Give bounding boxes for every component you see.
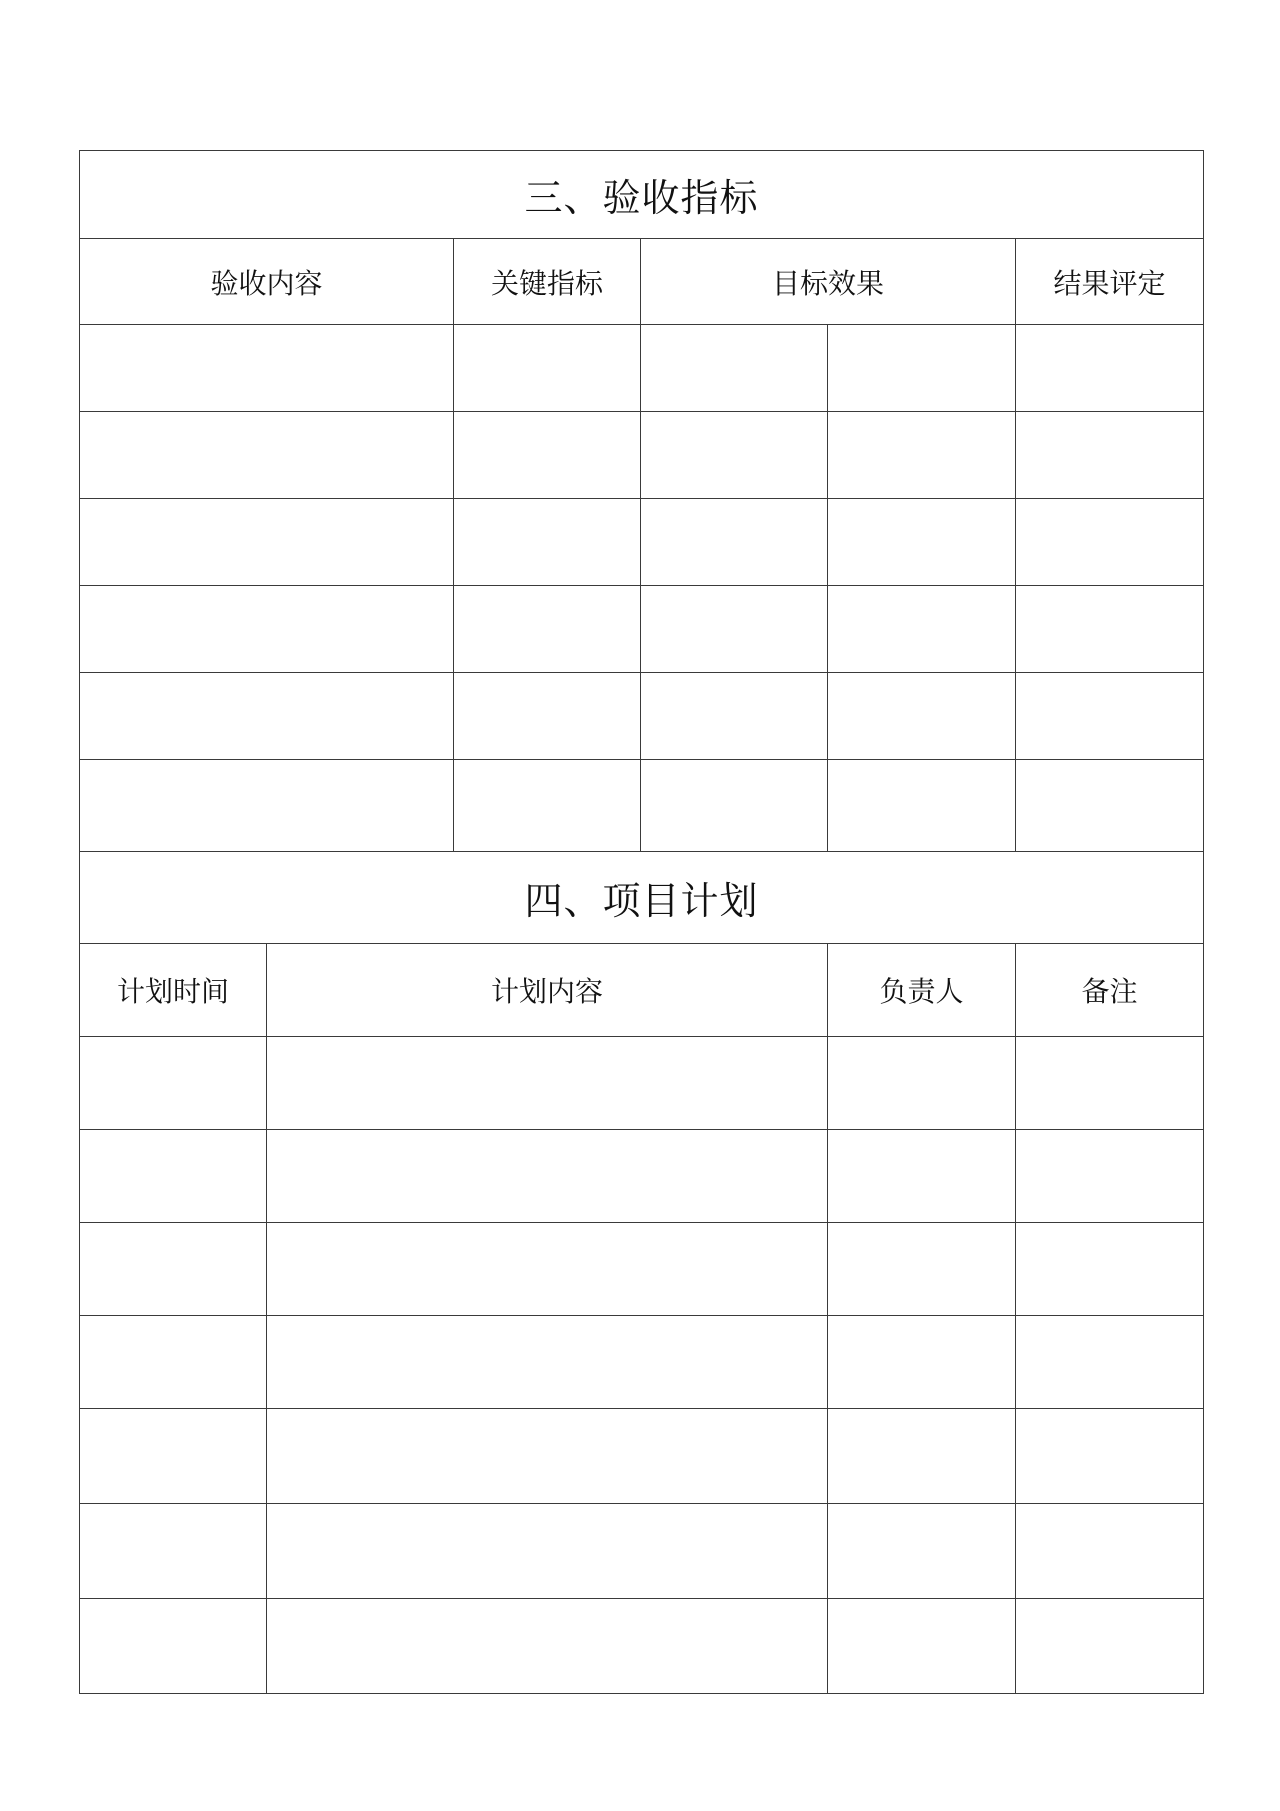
acceptance-row	[80, 586, 1204, 673]
acceptance-cell[interactable]	[454, 325, 641, 412]
acceptance-cell[interactable]	[828, 499, 1016, 586]
plan-cell[interactable]	[828, 1316, 1016, 1409]
form-table-body	[80, 151, 1204, 1694]
acceptance-cell[interactable]	[828, 760, 1016, 852]
plan-cell[interactable]	[1016, 1316, 1204, 1409]
plan-cell[interactable]	[80, 1130, 267, 1223]
plan-cell[interactable]	[267, 1316, 828, 1409]
plan-cell[interactable]	[1016, 1599, 1204, 1694]
acceptance-cell[interactable]	[828, 673, 1016, 760]
plan-header-row	[80, 944, 1204, 1037]
acceptance-title-row	[80, 151, 1204, 239]
plan-cell[interactable]	[828, 1130, 1016, 1223]
plan-row	[80, 1223, 1204, 1316]
acceptance-cell[interactable]	[828, 586, 1016, 673]
acceptance-row	[80, 325, 1204, 412]
header-acceptance-content: 验收内容	[80, 239, 454, 325]
plan-cell[interactable]	[80, 1409, 267, 1504]
acceptance-cell[interactable]	[80, 412, 454, 499]
plan-cell[interactable]	[267, 1504, 828, 1599]
plan-cell[interactable]	[1016, 1130, 1204, 1223]
header-person-in-charge: 负责人	[828, 944, 1016, 1037]
plan-cell[interactable]	[828, 1599, 1016, 1694]
plan-row	[80, 1599, 1204, 1694]
plan-cell[interactable]	[267, 1599, 828, 1694]
header-target-effect: 目标效果	[641, 239, 1016, 325]
plan-title-row	[80, 852, 1204, 944]
acceptance-cell[interactable]	[454, 673, 641, 760]
acceptance-cell[interactable]	[641, 325, 828, 412]
acceptance-cell[interactable]	[80, 586, 454, 673]
acceptance-cell[interactable]	[454, 586, 641, 673]
acceptance-header-row	[80, 239, 1204, 325]
plan-cell[interactable]	[80, 1037, 267, 1130]
acceptance-cell[interactable]	[641, 499, 828, 586]
plan-cell[interactable]	[828, 1037, 1016, 1130]
acceptance-cell[interactable]	[1016, 325, 1204, 412]
acceptance-cell[interactable]	[641, 412, 828, 499]
plan-cell[interactable]	[1016, 1504, 1204, 1599]
plan-cell[interactable]	[1016, 1037, 1204, 1130]
acceptance-cell[interactable]	[641, 760, 828, 852]
acceptance-cell[interactable]	[828, 325, 1016, 412]
header-result-evaluation: 结果评定	[1016, 239, 1204, 325]
plan-cell[interactable]	[267, 1037, 828, 1130]
plan-cell[interactable]	[80, 1599, 267, 1694]
plan-cell[interactable]	[267, 1409, 828, 1504]
header-plan-content: 计划内容	[267, 944, 828, 1037]
acceptance-cell[interactable]	[454, 499, 641, 586]
plan-cell[interactable]	[267, 1130, 828, 1223]
form-table	[79, 150, 1204, 1694]
plan-row	[80, 1037, 1204, 1130]
plan-row	[80, 1130, 1204, 1223]
acceptance-row	[80, 412, 1204, 499]
plan-row	[80, 1409, 1204, 1504]
acceptance-section-title: 三、验收指标	[80, 151, 1204, 239]
acceptance-cell[interactable]	[641, 673, 828, 760]
acceptance-cell[interactable]	[454, 412, 641, 499]
acceptance-cell[interactable]	[1016, 760, 1204, 852]
header-key-indicator: 关键指标	[454, 239, 641, 325]
acceptance-cell[interactable]	[454, 760, 641, 852]
acceptance-cell[interactable]	[80, 760, 454, 852]
acceptance-cell[interactable]	[828, 412, 1016, 499]
acceptance-row	[80, 499, 1204, 586]
acceptance-row	[80, 673, 1204, 760]
plan-row	[80, 1504, 1204, 1599]
header-plan-time: 计划时间	[80, 944, 267, 1037]
acceptance-cell[interactable]	[80, 499, 454, 586]
plan-cell[interactable]	[267, 1223, 828, 1316]
plan-cell[interactable]	[1016, 1223, 1204, 1316]
acceptance-cell[interactable]	[1016, 586, 1204, 673]
plan-cell[interactable]	[80, 1504, 267, 1599]
acceptance-cell[interactable]	[80, 325, 454, 412]
plan-cell[interactable]	[828, 1223, 1016, 1316]
acceptance-cell[interactable]	[641, 586, 828, 673]
acceptance-row	[80, 760, 1204, 852]
acceptance-cell[interactable]	[1016, 673, 1204, 760]
plan-section-title: 四、项目计划	[80, 852, 1204, 944]
plan-cell[interactable]	[1016, 1409, 1204, 1504]
plan-cell[interactable]	[80, 1316, 267, 1409]
plan-cell[interactable]	[80, 1223, 267, 1316]
plan-cell[interactable]	[828, 1504, 1016, 1599]
plan-cell[interactable]	[828, 1409, 1016, 1504]
acceptance-cell[interactable]	[80, 673, 454, 760]
acceptance-cell[interactable]	[1016, 412, 1204, 499]
acceptance-cell[interactable]	[1016, 499, 1204, 586]
header-remarks: 备注	[1016, 944, 1204, 1037]
plan-row	[80, 1316, 1204, 1409]
